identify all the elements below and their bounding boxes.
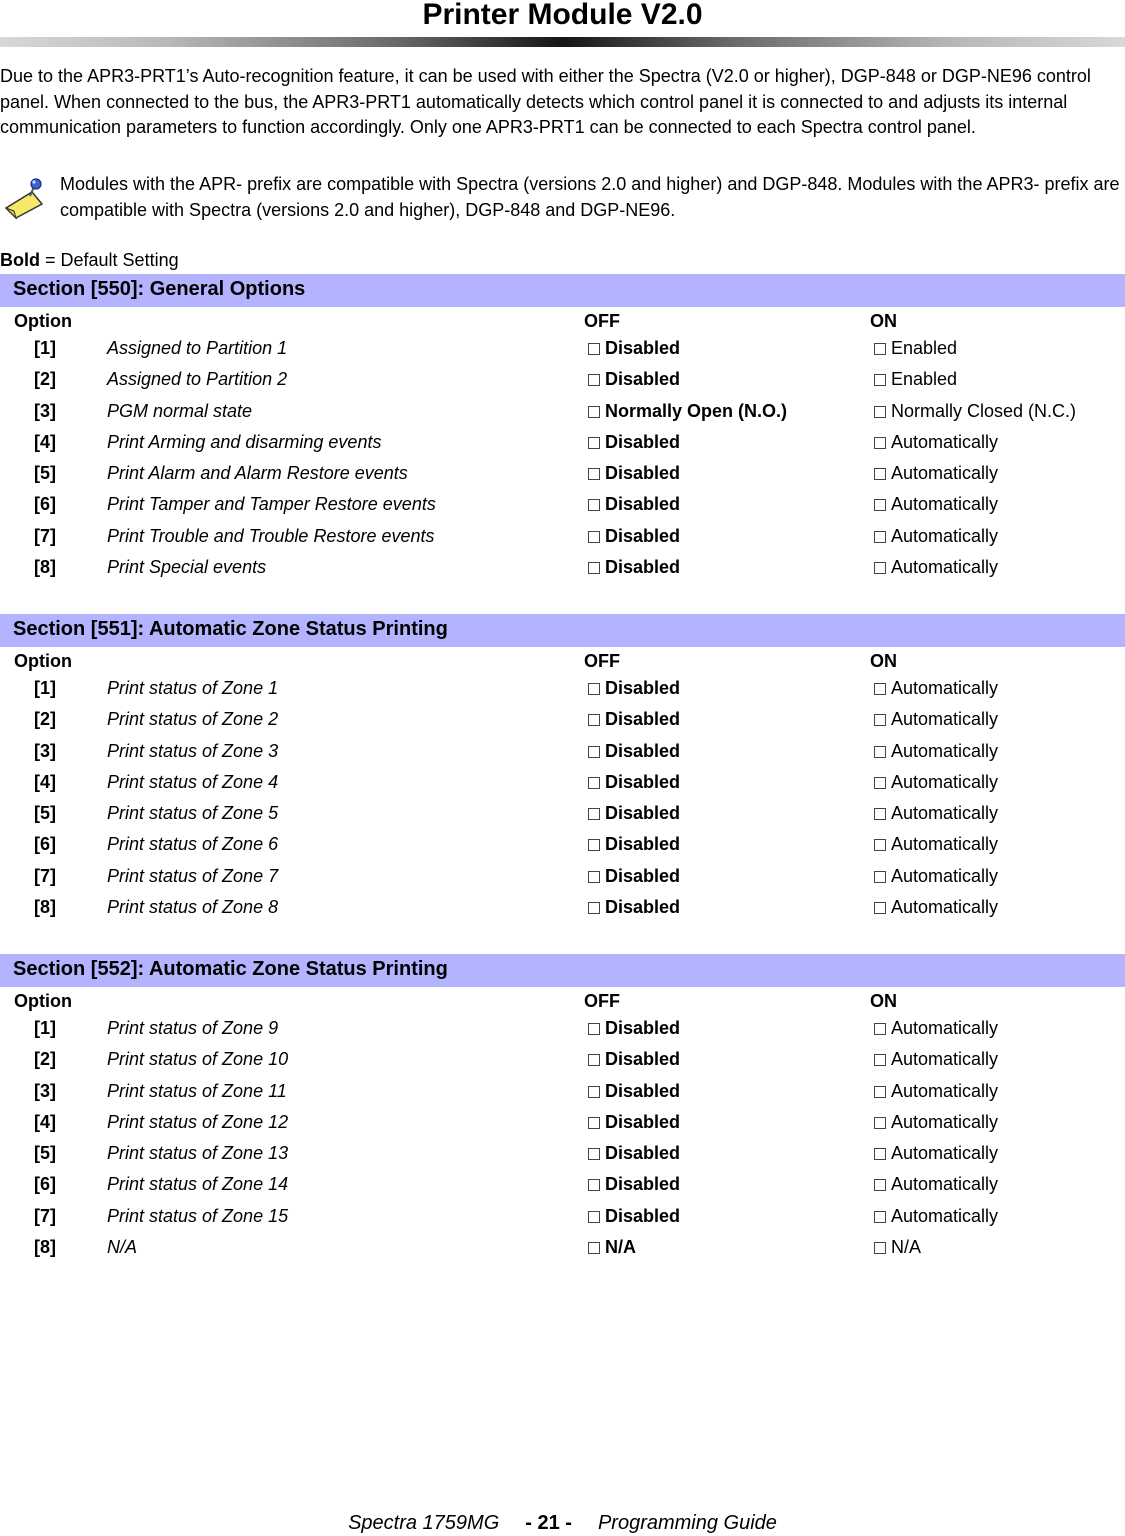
on-choice[interactable] <box>874 862 998 891</box>
option-row <box>0 1233 1125 1264</box>
intro-paragraph: Due to the APR3-PRT1’s Auto-recognition feature, it can be used with either the Spectra (V2.0 or higher), DGP-848 or DGP-NE96 control panel. When connected to the bus, the APR3-PRT1 automatically detects which control panel it is connected to and adjusts its internal communication parameters to function accordingly. Only one APR3-PRT1 can be connected to each Spectra control panel. <box>0 66 1091 137</box>
off-choice[interactable] <box>588 1108 680 1137</box>
on-label: Automatically <box>891 1049 999 1070</box>
on-choice[interactable] <box>874 1077 998 1106</box>
option-description: Print status of Zone 11 <box>107 1080 287 1101</box>
option-row <box>0 737 1125 768</box>
option-number: [5] <box>34 463 56 484</box>
on-column-header: ON <box>870 311 897 331</box>
option-description: Print status of Zone 2 <box>107 709 279 730</box>
option-description: N/A <box>107 1237 138 1258</box>
option-number: [8] <box>34 1237 56 1258</box>
on-checkbox[interactable] <box>874 1086 886 1098</box>
on-label: Automatically <box>891 1143 999 1164</box>
legend-bold: Bold <box>0 250 40 270</box>
on-checkbox[interactable] <box>874 1023 886 1035</box>
on-checkbox[interactable] <box>874 406 886 418</box>
off-choice[interactable] <box>588 830 680 859</box>
off-checkbox[interactable] <box>588 1117 600 1129</box>
off-checkbox[interactable] <box>588 499 600 511</box>
option-row <box>0 830 1125 861</box>
off-label: Disabled <box>605 525 681 546</box>
on-checkbox[interactable] <box>874 531 886 543</box>
option-row <box>0 365 1125 396</box>
off-label: Disabled <box>605 1080 681 1101</box>
on-checkbox[interactable] <box>874 499 886 511</box>
off-choice[interactable] <box>588 365 680 394</box>
on-checkbox[interactable] <box>874 808 886 820</box>
on-label: Normally Closed (N.C.) <box>891 400 1077 421</box>
option-row <box>0 1170 1125 1201</box>
on-checkbox[interactable] <box>874 683 886 695</box>
on-checkbox[interactable] <box>874 777 886 789</box>
off-checkbox[interactable] <box>588 683 600 695</box>
section-551 <box>0 614 1125 924</box>
off-choice[interactable] <box>588 428 680 457</box>
off-checkbox[interactable] <box>588 1023 600 1035</box>
off-label: Disabled <box>605 1143 681 1164</box>
option-description: Print status of Zone 3 <box>107 740 279 761</box>
on-choice[interactable] <box>874 830 998 859</box>
on-label: Automatically <box>891 1080 999 1101</box>
off-label: Disabled <box>605 740 681 761</box>
off-label: Disabled <box>605 494 681 515</box>
off-choice[interactable] <box>588 1139 680 1168</box>
option-description: Print Alarm and Alarm Restore events <box>107 463 408 484</box>
on-checkbox[interactable] <box>874 343 886 355</box>
on-choice[interactable] <box>874 334 957 363</box>
off-choice[interactable] <box>588 1045 680 1074</box>
on-checkbox[interactable] <box>874 374 886 386</box>
option-row <box>0 334 1125 365</box>
on-label: Automatically <box>891 740 999 761</box>
footer-page-number: - 21 - <box>525 1512 572 1534</box>
off-label: Disabled <box>605 557 681 578</box>
off-label: Normally Open (N.O.) <box>605 400 788 421</box>
option-number: [6] <box>34 834 56 855</box>
on-label: Automatically <box>891 494 999 515</box>
on-choice[interactable] <box>874 1045 998 1074</box>
option-number: [2] <box>34 369 56 390</box>
off-checkbox[interactable] <box>588 1054 600 1066</box>
on-checkbox[interactable] <box>874 839 886 851</box>
on-label: Enabled <box>891 338 958 358</box>
option-number: [8] <box>34 897 56 918</box>
off-choice[interactable] <box>588 490 680 519</box>
option-description: Print Tamper and Tamper Restore events <box>107 494 436 515</box>
on-label: Automatically <box>891 525 999 546</box>
section-title: Section [552]: Automatic Zone Status Printing <box>0 954 1125 987</box>
option-row <box>0 397 1125 428</box>
on-checkbox[interactable] <box>874 437 886 449</box>
option-number: [2] <box>34 709 56 730</box>
page-title: Printer Module V2.0 <box>422 0 703 31</box>
off-choice[interactable] <box>588 893 680 922</box>
off-choice[interactable] <box>588 1077 680 1106</box>
off-choice[interactable] <box>588 1014 680 1043</box>
option-number: [5] <box>34 803 56 824</box>
pushpin-note-icon <box>2 178 46 222</box>
option-description: Print status of Zone 6 <box>107 834 279 855</box>
legend-text: = Default Setting <box>40 250 179 270</box>
option-description: Print status of Zone 4 <box>107 771 279 792</box>
on-checkbox[interactable] <box>874 746 886 758</box>
off-checkbox[interactable] <box>588 531 600 543</box>
on-choice[interactable] <box>874 893 998 922</box>
option-number: [1] <box>34 1018 56 1038</box>
on-checkbox[interactable] <box>874 1054 886 1066</box>
on-label: Automatically <box>891 1018 999 1038</box>
on-checkbox[interactable] <box>874 714 886 726</box>
off-column-header: OFF <box>584 651 620 671</box>
off-checkbox[interactable] <box>588 902 600 914</box>
on-choice[interactable] <box>874 1014 998 1043</box>
option-description: Print status of Zone 10 <box>107 1049 289 1070</box>
off-choice[interactable] <box>588 397 787 426</box>
on-choice[interactable] <box>874 397 1076 426</box>
on-choice[interactable] <box>874 674 998 703</box>
on-label: Enabled <box>891 369 958 390</box>
on-choice[interactable] <box>874 1108 998 1137</box>
option-row <box>0 428 1125 459</box>
off-checkbox[interactable] <box>588 343 600 355</box>
on-choice[interactable] <box>874 1170 998 1199</box>
off-checkbox[interactable] <box>588 562 600 574</box>
option-number: [3] <box>34 1080 56 1101</box>
off-checkbox[interactable] <box>588 714 600 726</box>
on-label: Automatically <box>891 709 999 730</box>
off-label: Disabled <box>605 1049 681 1070</box>
option-number: [7] <box>34 865 56 886</box>
on-checkbox[interactable] <box>874 1117 886 1129</box>
option-row <box>0 1045 1125 1076</box>
option-number: [3] <box>34 400 56 421</box>
on-choice[interactable] <box>874 553 998 582</box>
off-checkbox[interactable] <box>588 1086 600 1098</box>
option-number: [8] <box>34 557 56 578</box>
off-label: Disabled <box>605 771 681 792</box>
option-number: [7] <box>34 525 56 546</box>
option-row <box>0 553 1125 584</box>
column-header-row <box>0 307 1125 334</box>
off-checkbox[interactable] <box>588 839 600 851</box>
off-label: Disabled <box>605 1174 681 1195</box>
on-choice[interactable] <box>874 490 998 519</box>
option-number: [6] <box>34 494 56 515</box>
option-number: [5] <box>34 1143 56 1164</box>
option-description: Print status of Zone 13 <box>107 1143 289 1164</box>
on-choice[interactable] <box>874 365 957 394</box>
page-footer <box>0 1510 1125 1536</box>
option-row <box>0 705 1125 736</box>
off-label: Disabled <box>605 834 681 855</box>
on-choice[interactable] <box>874 1202 998 1231</box>
on-label: Automatically <box>891 834 999 855</box>
on-choice[interactable] <box>874 737 998 766</box>
off-label: Disabled <box>605 1018 681 1038</box>
option-column-header: Option <box>14 991 72 1011</box>
off-label: N/A <box>605 1237 636 1258</box>
off-choice[interactable] <box>588 1170 680 1199</box>
off-choice[interactable] <box>588 459 680 488</box>
off-choice[interactable] <box>588 737 680 766</box>
off-checkbox[interactable] <box>588 871 600 883</box>
off-label: Disabled <box>605 709 681 730</box>
on-label: Automatically <box>891 897 999 918</box>
option-description: PGM normal state <box>107 400 253 421</box>
on-checkbox[interactable] <box>874 871 886 883</box>
on-checkbox[interactable] <box>874 902 886 914</box>
off-label: Disabled <box>605 678 681 698</box>
off-column-header: OFF <box>584 991 620 1011</box>
option-description: Assigned to Partition 2 <box>107 369 288 390</box>
option-description: Assigned to Partition 1 <box>107 338 288 358</box>
option-row <box>0 799 1125 830</box>
option-row <box>0 490 1125 521</box>
on-label: Automatically <box>891 557 999 578</box>
on-label: Automatically <box>891 1111 999 1132</box>
option-number: [4] <box>34 1111 56 1132</box>
on-checkbox[interactable] <box>874 1179 886 1191</box>
off-label: Disabled <box>605 463 681 484</box>
off-label: Disabled <box>605 865 681 886</box>
option-row <box>0 674 1125 705</box>
on-choice[interactable] <box>874 522 998 551</box>
off-checkbox[interactable] <box>588 746 600 758</box>
option-description: Print status of Zone 14 <box>107 1174 289 1195</box>
off-choice[interactable] <box>588 768 680 797</box>
option-description: Print status of Zone 7 <box>107 865 279 886</box>
on-choice[interactable] <box>874 799 998 828</box>
option-description: Print status of Zone 8 <box>107 897 279 918</box>
compatibility-note: Modules with the APR- prefix are compatible with Spectra (versions 2.0 and higher) and DGP-848. Modules with the APR3- prefix are compatible with Spectra (versions 2.0 and higher), DGP-848 and DGP-NE96. <box>60 174 1120 220</box>
option-description: Print Arming and disarming events <box>107 431 382 452</box>
off-checkbox[interactable] <box>588 808 600 820</box>
off-choice[interactable] <box>588 522 680 551</box>
on-label: Automatically <box>891 678 999 698</box>
option-row <box>0 893 1125 924</box>
option-row <box>0 1139 1125 1170</box>
on-choice[interactable] <box>874 705 998 734</box>
footer-doc-name: Spectra 1759MG <box>348 1512 500 1534</box>
section-title: Section [550]: General Options <box>0 274 1125 307</box>
option-number: [6] <box>34 1174 56 1195</box>
option-row <box>0 768 1125 799</box>
off-label: Disabled <box>605 431 681 452</box>
on-choice[interactable] <box>874 459 998 488</box>
off-checkbox[interactable] <box>588 374 600 386</box>
on-label: Automatically <box>891 771 999 792</box>
off-choice[interactable] <box>588 553 680 582</box>
off-choice[interactable] <box>588 334 680 363</box>
default-setting-legend <box>0 248 179 272</box>
option-row <box>0 1077 1125 1108</box>
section-title: Section [551]: Automatic Zone Status Printing <box>0 614 1125 647</box>
option-description: Print status of Zone 1 <box>107 678 279 698</box>
off-checkbox[interactable] <box>588 777 600 789</box>
option-column-header: Option <box>14 651 72 671</box>
column-header-row <box>0 987 1125 1014</box>
on-label: Automatically <box>891 431 999 452</box>
on-label: Automatically <box>891 1174 999 1195</box>
option-description: Print Trouble and Trouble Restore events <box>107 525 435 546</box>
on-checkbox[interactable] <box>874 1211 886 1223</box>
off-label: Disabled <box>605 338 681 358</box>
off-choice[interactable] <box>588 1233 636 1262</box>
off-choice[interactable] <box>588 1202 680 1231</box>
option-number: [4] <box>34 431 56 452</box>
option-number: [2] <box>34 1049 56 1070</box>
option-description: Print status of Zone 15 <box>107 1205 289 1226</box>
off-choice[interactable] <box>588 862 680 891</box>
title-rule <box>0 37 1125 47</box>
on-checkbox[interactable] <box>874 468 886 480</box>
option-number: [1] <box>34 678 56 698</box>
option-description: Print status of Zone 9 <box>107 1018 279 1038</box>
option-row <box>0 1202 1125 1233</box>
off-choice[interactable] <box>588 674 680 703</box>
option-row <box>0 459 1125 490</box>
off-choice[interactable] <box>588 799 680 828</box>
on-choice[interactable] <box>874 768 998 797</box>
option-row <box>0 1014 1125 1045</box>
on-checkbox[interactable] <box>874 562 886 574</box>
off-checkbox[interactable] <box>588 1148 600 1160</box>
option-description: Print status of Zone 12 <box>107 1111 289 1132</box>
section-550 <box>0 274 1125 584</box>
on-column-header: ON <box>870 651 897 671</box>
on-checkbox[interactable] <box>874 1242 886 1254</box>
on-choice[interactable] <box>874 1233 921 1262</box>
on-label: Automatically <box>891 1205 999 1226</box>
on-label: Automatically <box>891 463 999 484</box>
column-header-row <box>0 647 1125 674</box>
option-row <box>0 522 1125 553</box>
option-number: [3] <box>34 740 56 761</box>
on-label: Automatically <box>891 865 999 886</box>
option-description: Print status of Zone 5 <box>107 803 279 824</box>
off-label: Disabled <box>605 1205 681 1226</box>
off-label: Disabled <box>605 803 681 824</box>
footer-guide-name: Programming Guide <box>597 1512 777 1534</box>
off-checkbox[interactable] <box>588 437 600 449</box>
off-choice[interactable] <box>588 705 680 734</box>
off-checkbox[interactable] <box>588 468 600 480</box>
option-number: [1] <box>34 338 56 358</box>
option-description: Print Special events <box>107 557 267 578</box>
option-row <box>0 1108 1125 1139</box>
section-552 <box>0 954 1125 1264</box>
on-checkbox[interactable] <box>874 1148 886 1160</box>
option-column-header: Option <box>14 311 72 331</box>
off-column-header: OFF <box>584 311 620 331</box>
on-label: Automatically <box>891 803 999 824</box>
option-row <box>0 862 1125 893</box>
off-checkbox[interactable] <box>588 1242 600 1254</box>
option-number: [4] <box>34 771 56 792</box>
on-choice[interactable] <box>874 428 998 457</box>
off-checkbox[interactable] <box>588 1211 600 1223</box>
on-choice[interactable] <box>874 1139 998 1168</box>
on-label: N/A <box>891 1237 922 1258</box>
on-column-header: ON <box>870 991 897 1011</box>
off-label: Disabled <box>605 897 681 918</box>
off-checkbox[interactable] <box>588 1179 600 1191</box>
off-label: Disabled <box>605 1111 681 1132</box>
option-number: [7] <box>34 1205 56 1226</box>
off-checkbox[interactable] <box>588 406 600 418</box>
off-label: Disabled <box>605 369 681 390</box>
